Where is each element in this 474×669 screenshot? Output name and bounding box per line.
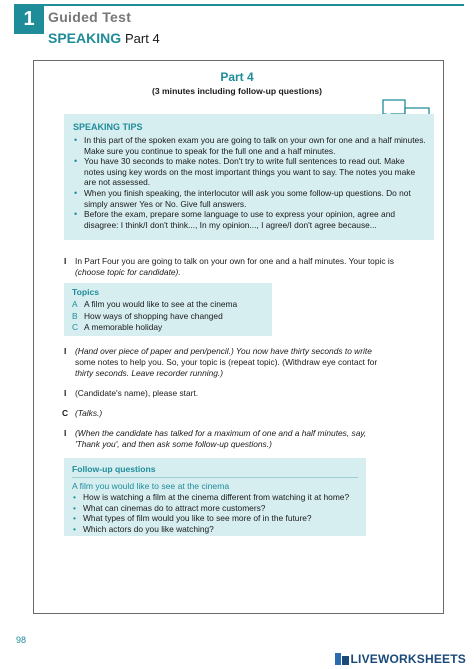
script-line: some notes to help you. So, your topic is (repeat topic). (Withdraw eye contact for — [75, 357, 378, 367]
speaker-label: C — [62, 408, 69, 418]
part-label: Part 4 — [125, 31, 160, 46]
topic-item: B How ways of shopping have changed — [72, 310, 223, 321]
guided-test-title: Guided Test — [48, 9, 132, 25]
speaker-label: I — [64, 256, 67, 266]
liveworksheets-logo-icon — [335, 653, 349, 665]
follow-up-question: • What can cinemas do to attract more customers? — [73, 502, 266, 513]
follow-up-box — [64, 458, 366, 536]
liveworksheets-watermark[interactable] — [335, 652, 466, 666]
follow-up-title: Follow-up questions — [72, 464, 156, 474]
tip-item: • You have 30 seconds to make notes. Don't try to write full sentences to read out. Make notes using key words on the most important things you want to say. The notes you make are not assessed. — [74, 156, 416, 188]
script-line: (choose topic for candidate). — [75, 267, 181, 277]
header-rule — [44, 4, 464, 6]
section-title — [48, 30, 160, 46]
speaker-label: I — [64, 346, 67, 356]
script-line: (Candidate's name), please start. — [75, 388, 199, 398]
follow-up-question: • How is watching a film at the cinema different from watching it at home? — [73, 492, 350, 502]
tip-item: • In this part of the spoken exam you are going to talk on your own for one and a half minutes. Make sure you continue to speak for the full one and a half minutes. — [74, 135, 426, 156]
speaking-tips-box — [64, 114, 434, 240]
page-number: 98 — [16, 635, 27, 645]
watermark-text: LIVEWORKSHEETS — [350, 652, 466, 666]
divider — [72, 477, 358, 478]
part-subheading: (3 minutes including follow-up questions) — [152, 86, 322, 96]
unit-number-badge: 1 — [14, 4, 44, 34]
tip-item: • When you finish speaking, the interlocutor will ask you some follow-up questions. Do not simply answer Yes or No. Give full answers. — [74, 187, 411, 209]
speaker-label: I — [64, 428, 67, 438]
script-line: (Talks.) — [75, 408, 103, 418]
script-line: (When the candidate has talked for a maximum of one and a half minutes, say, — [75, 428, 367, 438]
follow-up-question: • Which actors do you like watching? — [73, 523, 214, 534]
script-line: 'Thank you', and then ask some follow-up questions.) — [75, 439, 272, 449]
tip-item: • Before the exam, prepare some language to use to express your opinion, agree and disagree: I think/I don't think..., In my opinion..., I agree/I don't agree because... — [74, 209, 396, 230]
topic-item: C A memorable holiday — [72, 322, 163, 332]
script-line: thirty seconds. Leave recorder running.) — [75, 368, 224, 378]
topic-item: A A film you would like to see at the cinema — [72, 299, 238, 309]
speaking-label: SPEAKING — [48, 30, 122, 46]
part-heading: Part 4 — [220, 70, 254, 84]
topics-title: Topics — [72, 287, 100, 297]
follow-up-subtitle: A film you would like to see at the cinema — [72, 481, 230, 491]
script-line: (Hand over piece of paper and pen/pencil.) You now have thirty seconds to write — [75, 346, 372, 356]
speaking-tips-title: SPEAKING TIPS — [73, 122, 143, 132]
speaker-label: I — [64, 388, 67, 398]
topics-box — [64, 283, 272, 336]
script-line: In Part Four you are going to talk on your own for one and a half minutes. Your topic is — [75, 256, 394, 266]
follow-up-question: • What types of film would you like to see more of in the future? — [73, 513, 312, 524]
